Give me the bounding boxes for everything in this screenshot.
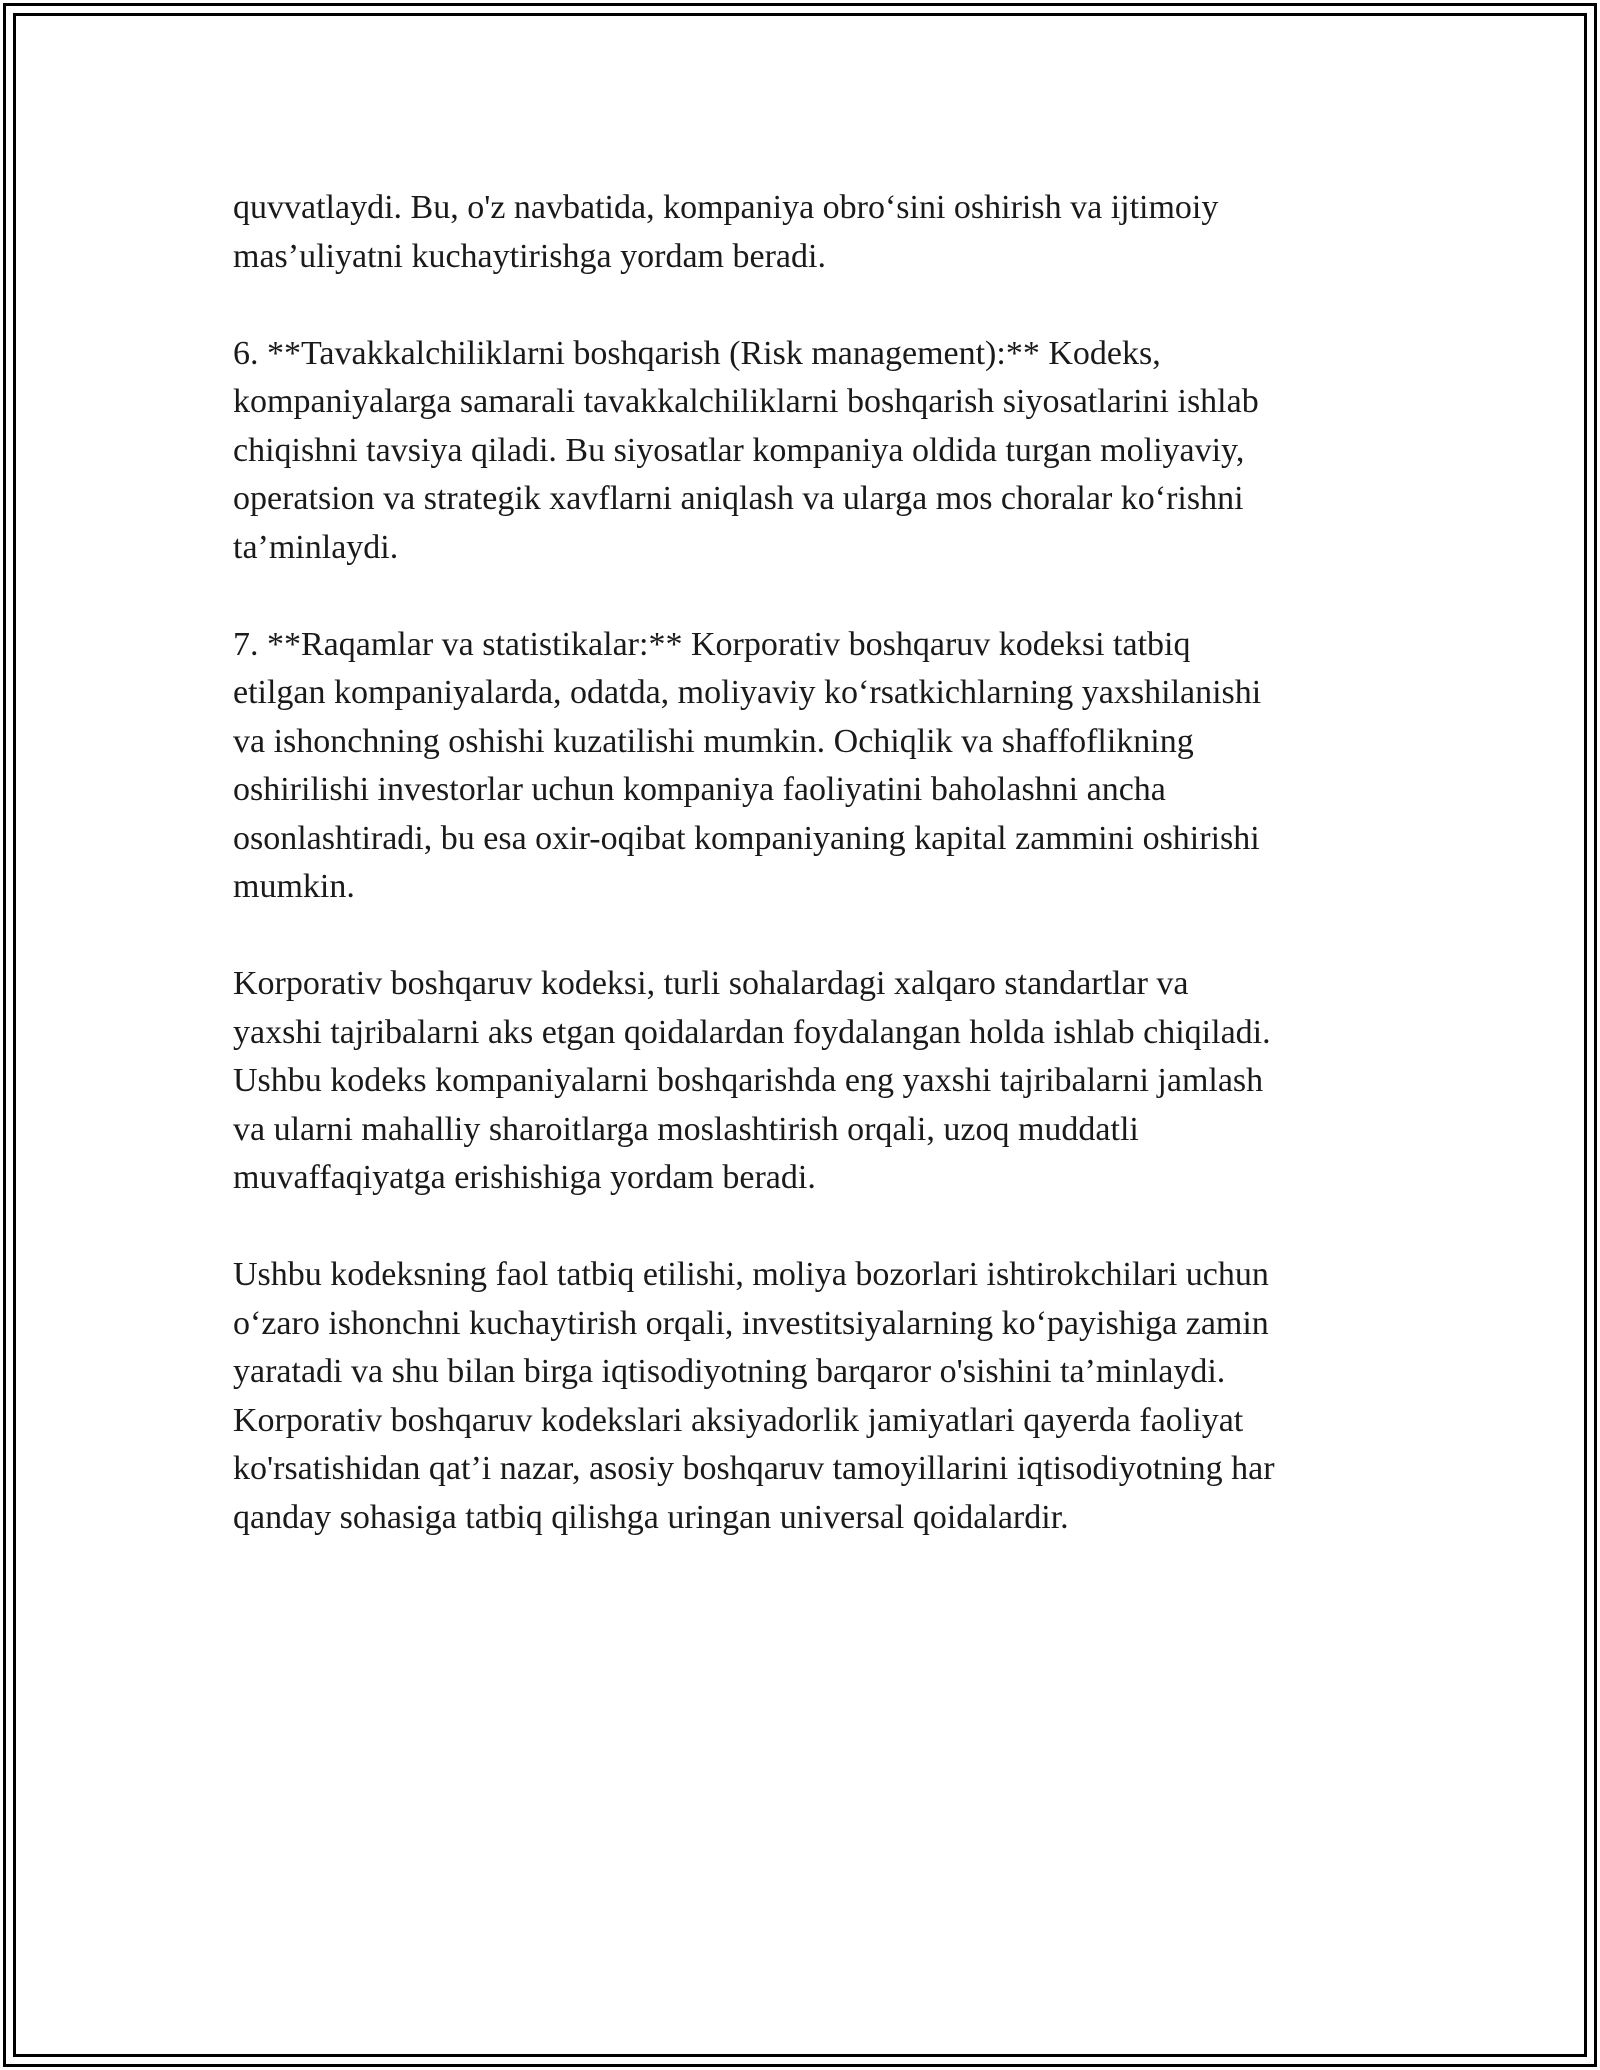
document-body	[233, 184, 1383, 1591]
text-line: ko'rsatishidan qat’i nazar, asosiy boshqaruv tamoyillarini iqtisodiyotning har	[233, 1450, 1275, 1487]
text-line: yaratadi va shu bilan birga iqtisodiyotning barqaror o'sishini ta’minlaydi.	[233, 1353, 1226, 1390]
text-line: mas’uliyatni kuchaytirishga yordam beradi.	[233, 237, 826, 275]
text-line: va ishonchning oshishi kuzatilishi mumkin. Ochiqlik va shaffoflikning	[233, 722, 1194, 760]
paragraph	[233, 330, 1383, 573]
text-line: osonlashtiradi, bu esa oxir-oqibat kompaniyaning kapital zammini oshirishi	[233, 819, 1260, 857]
text-line: 7. **Raqamlar va statistikalar:** Korporativ boshqaruv kodeksi tatbiq	[233, 625, 1191, 663]
text-line: chiqishni tavsiya qiladi. Bu siyosatlar kompaniya oldida turgan moliyaviy,	[233, 431, 1245, 469]
text-line: ta’minlaydi.	[233, 528, 399, 566]
paragraph	[233, 1251, 1383, 1542]
text-line: o‘zaro ishonchni kuchaytirish orqali, investitsiyalarning ko‘payishiga zamin	[233, 1304, 1269, 1342]
text-line: yaxshi tajribalarni aks etgan qoidalardan foydalangan holda ishlab chiqiladi.	[233, 1013, 1271, 1051]
text-line: mumkin.	[233, 868, 355, 905]
text-line: va ularni mahalliy sharoitlarga moslashtirish orqali, uzoq muddatli	[233, 1110, 1139, 1148]
text-line: qanday sohasiga tatbiq qilishga uringan universal qoidalardir.	[233, 1498, 1069, 1536]
text-line: kompaniyalarga samarali tavakkalchiliklarni boshqarish siyosatlarini ishlab	[233, 383, 1259, 420]
text-line: Ushbu kodeks kompaniyalarni boshqarishda eng yaxshi tajribalarni jamlash	[233, 1062, 1264, 1099]
text-line: 6. **Tavakkalchiliklarni boshqarish (Risk management):** Kodeks,	[233, 334, 1161, 372]
text-line: etilgan kompaniyalarda, odatda, moliyaviy ko‘rsatkichlarning yaxshilanishi	[233, 674, 1262, 711]
text-line: oshirilishi investorlar uchun kompaniya faoliyatini baholashni ancha	[233, 771, 1166, 808]
text-line: quvvatlaydi. Bu, o'z navbatida, kompaniya obro‘sini oshirish va ijtimoiy	[233, 189, 1219, 226]
text-line: Korporativ boshqaruv kodeksi, turli sohalardagi xalqaro standartlar va	[233, 965, 1189, 1002]
text-line: Korporativ boshqaruv kodekslari aksiyadorlik jamiyatlari qayerda faoliyat	[233, 1401, 1244, 1439]
paragraph	[233, 184, 1383, 281]
text-line: muvaffaqiyatga erishishiga yordam beradi.	[233, 1159, 816, 1196]
text-line: operatsion va strategik xavflarni aniqlash va ularga mos choralar ko‘rishni	[233, 480, 1244, 517]
paragraph	[233, 960, 1383, 1203]
text-line: Ushbu kodeksning faol tatbiq etilishi, moliya bozorlari ishtirokchilari uchun	[233, 1256, 1269, 1293]
paragraph	[233, 621, 1383, 912]
